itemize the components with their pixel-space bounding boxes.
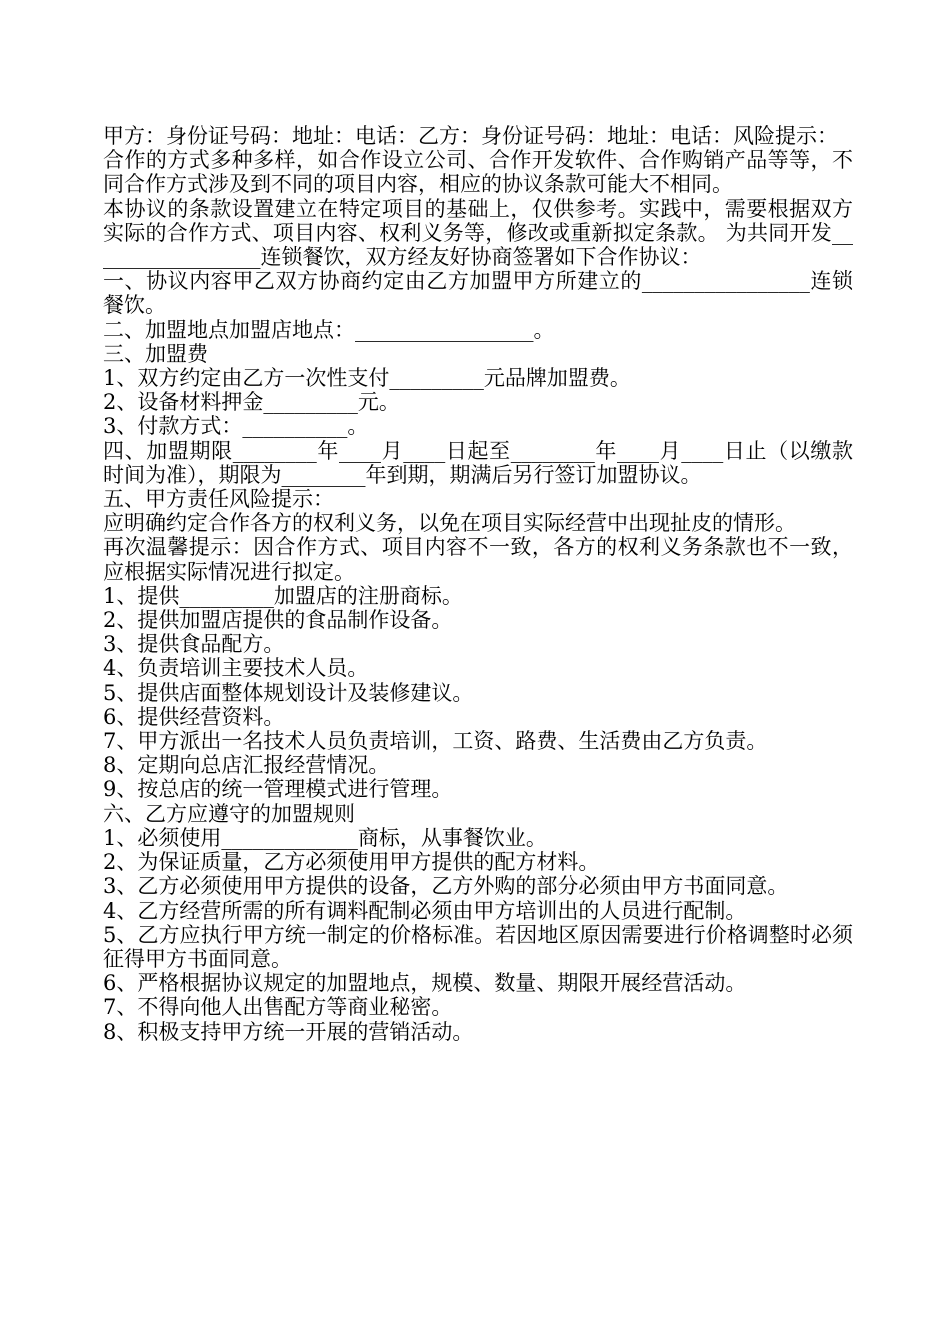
party-info-paragraph: 甲方：身份证号码：地址：电话：乙方：身份证号码：地址：电话：风险提示： — [103, 124, 838, 148]
risk-note-paragraph: 应明确约定合作各方的权利义务，以免在项目实际经营中出现扯皮的情形。 — [103, 511, 796, 536]
party-b-rule-7: 7、不得向他人出售配方等商业秘密。 — [103, 995, 453, 1020]
party-b-rule-8: 8、积极支持甲方统一开展的营销活动。 — [103, 1019, 474, 1044]
reminder-paragraph: 再次温馨提示：因合作方式、项目内容不一致，各方的权利义务条款也不一致，应根据实际情况进行拟定。 — [103, 535, 853, 584]
party-b-rule-5: 5、乙方应执行甲方统一制定的价格标准。若因地区原因需要进行价格调整时必须征得甲方书面同意。 — [103, 922, 853, 971]
party-a-item-7: 7、甲方派出一名技术人员负责培训，工资、路费、生活费由乙方负责。 — [103, 729, 768, 754]
clause-5-heading: 五、甲方责任风险提示： — [103, 487, 334, 512]
preamble-paragraph: 本协议的条款设置建立在特定项目的基础上，仅供参考。实践中，需要根据双方实际的合作方式、项目内容、权利义务等，修改或重新拟定条款。 为共同开发_________________连锁餐饮，双方经友好协商签署如下合作协议： — [103, 196, 853, 270]
party-b-rule-2: 2、为保证质量，乙方必须使用甲方提供的配方材料。 — [103, 850, 600, 875]
clause-1-content: 一、协议内容甲乙双方协商约定由乙方加盟甲方所建立的________________连锁餐饮。 — [103, 269, 853, 318]
document-body — [103, 124, 853, 1044]
party-b-rule-6: 6、严格根据协议规定的加盟地点，规模、数量、期限开展经营活动。 — [103, 971, 747, 996]
fee-item-3: 3、付款方式：__________。 — [103, 414, 369, 439]
clause-2-location: 二、加盟地点加盟店地点：_________________。 — [103, 317, 555, 342]
cooperation-note-paragraph: 合作的方式多种多样，如合作设立公司、合作开发软件、合作购销产品等等，不同合作方式涉及到不同的项目内容，相应的协议条款可能大不相同。 — [103, 148, 853, 197]
party-a-item-2: 2、提供加盟店提供的食品制作设备。 — [103, 608, 453, 633]
party-b-rule-3: 3、乙方必须使用甲方提供的设备，乙方外购的部分必须由甲方书面同意。 — [103, 874, 789, 899]
party-a-item-8: 8、定期向总店汇报经营情况。 — [103, 753, 390, 778]
party-a-item-3: 3、提供食品配方。 — [103, 632, 285, 657]
fee-item-2: 2、设备材料押金_________元。 — [103, 390, 400, 415]
party-a-item-6: 6、提供经营资料。 — [103, 704, 285, 729]
party-b-rule-1: 1、必须使用_____________商标，从事餐饮业。 — [103, 825, 547, 850]
party-a-item-1: 1、提供_________加盟店的注册商标。 — [103, 583, 463, 608]
party-b-rule-4: 4、乙方经营所需的所有调料配制必须由甲方培训出的人员进行配制。 — [103, 898, 747, 923]
party-a-item-5: 5、提供店面整体规划设计及装修建议。 — [103, 680, 474, 705]
clause-4-term: 四、加盟期限________年____月____日起至________年____月____日止（以缴款时间为准），期限为________年到期，期满后另行签订加盟协议。 — [103, 438, 853, 487]
clause-6-heading: 六、乙方应遵守的加盟规则 — [103, 801, 355, 826]
clause-3-heading: 三、加盟费 — [103, 341, 208, 366]
party-a-item-4: 4、负责培训主要技术人员。 — [103, 656, 369, 681]
party-a-item-9: 9、按总店的统一管理模式进行管理。 — [103, 777, 453, 802]
fee-item-1: 1、双方约定由乙方一次性支付_________元品牌加盟费。 — [103, 366, 631, 391]
